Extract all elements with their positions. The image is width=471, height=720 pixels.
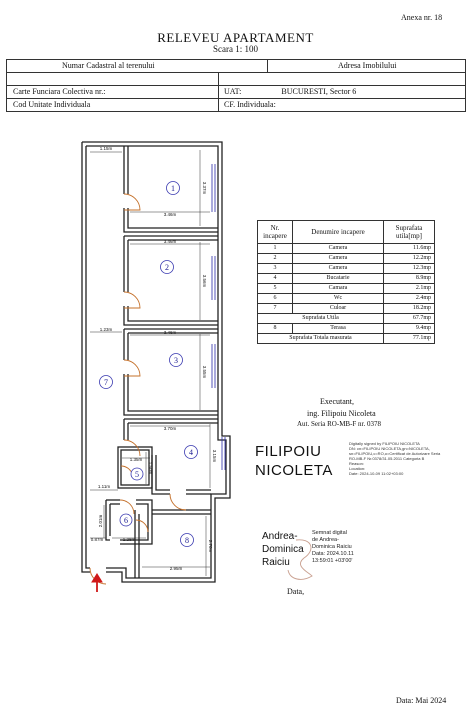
signature-filipoiu [255, 440, 460, 482]
door-room8 [136, 520, 148, 532]
table-row [258, 284, 435, 294]
signature-detail: Data: 2024.10.11 [312, 551, 354, 557]
signature-details [312, 530, 392, 565]
cell-name: Camara [293, 284, 384, 294]
room7-number: 7 [104, 378, 108, 387]
signature-line2: NICOLETA [255, 462, 333, 479]
outer-wall [86, 146, 90, 568]
uat-label: UAT: BUCURESTI, Sector 6 [224, 87, 357, 96]
annex-number: Anexa nr. 18 [401, 13, 443, 22]
util-value: 67.7mp [384, 314, 435, 324]
window-room2 [212, 256, 215, 300]
dim-label: 1.50m [148, 461, 153, 475]
room1-number: 1 [171, 184, 175, 193]
dim-label: 2.70m [208, 539, 213, 553]
cf-individuala-label: CF. Individuala: [224, 100, 276, 109]
signature-detail: sn=FILIPOIU,c=RO,o=Certificat de Autorizare Seria [349, 451, 441, 456]
dim-label: 3.46m [163, 330, 177, 335]
signature-detail: 13:59:01 +03'00' [312, 558, 353, 564]
cell-area: 12.2mp [384, 254, 435, 264]
window-room3 [212, 344, 215, 388]
dim-label: 3.46m [163, 212, 177, 217]
cell-area: 8.9mp [384, 274, 435, 284]
cell-area: 2.4mp [384, 294, 435, 304]
signature-raiciu [262, 528, 392, 584]
cell-name: Bucatarie [293, 274, 384, 284]
signature-detail: Dominica Raiciu [312, 544, 352, 550]
dim-label: 2.01m [98, 514, 103, 528]
signature-name [262, 530, 304, 569]
room3-number: 3 [174, 356, 178, 365]
table-row [258, 244, 435, 254]
header-area: Suprafata utila[mp] [384, 221, 435, 244]
dim-label: 3.37m [202, 181, 207, 195]
room5-number: 5 [135, 470, 139, 479]
door-room6 [120, 500, 134, 514]
date-footer: Data: Mai 2024 [396, 696, 447, 705]
dim-label: 1.35m [129, 457, 143, 462]
cell-area: 11.6mp [384, 244, 435, 254]
table-row [258, 264, 435, 274]
room2-number: 2 [165, 263, 169, 272]
header-name: Denumire incapere [293, 221, 384, 244]
executant-name: ing. Filipoiu Nicoleta [307, 409, 376, 418]
scale-label: Scara 1: 100 [213, 44, 258, 54]
outer-wall [106, 572, 135, 582]
cell-name: Culoar [293, 304, 384, 314]
cell-nr: 4 [258, 274, 293, 284]
cell-name: Wc [293, 294, 384, 304]
cell-nr: 6 [258, 294, 293, 304]
table-row [258, 274, 435, 284]
door-kitchen [170, 494, 186, 510]
address-label: Adresa Imobilului [338, 61, 397, 70]
signature-line2: Dominica [262, 544, 304, 555]
signature-detail: Semnat digital [312, 530, 347, 536]
room6-number: 6 [124, 516, 128, 525]
room4-wall [152, 455, 170, 494]
cell-nr: 8 [258, 324, 293, 334]
table-row [258, 294, 435, 304]
executant-authorization: Aut. Seria RO-MB-F nr. 0378 [297, 420, 381, 428]
room1-wall [128, 208, 218, 228]
outer-wall [86, 146, 226, 578]
signature-detail: Reason: [349, 461, 364, 466]
window-room4 [222, 437, 225, 470]
signature-details [349, 441, 459, 476]
door-room2 [124, 292, 140, 308]
terrace-row [258, 324, 435, 334]
util-row [258, 314, 435, 324]
dim-label: 3.15m [212, 449, 217, 463]
window-room1 [212, 164, 215, 212]
cell-area: 18.2mp [384, 304, 435, 314]
dim-label: 3.56m [202, 274, 207, 288]
cell-area: 12.3mp [384, 264, 435, 274]
room2-wall [128, 306, 218, 321]
data-label: Data, [287, 587, 305, 596]
cadastral-label: Numar Cadastral al terenului [7, 60, 268, 72]
cell-nr: 5 [258, 284, 293, 294]
dim-label: 1.15m [99, 146, 113, 151]
executant-label: Executant, [320, 397, 354, 406]
cell-area: 9.4mp [384, 324, 435, 334]
door-room3 [124, 360, 140, 376]
table-row [258, 304, 435, 314]
rooms-table [257, 220, 435, 344]
cell-name: Camera [293, 244, 384, 254]
door-room4 [124, 440, 140, 456]
door-room1 [124, 194, 140, 210]
signature-detail: RO-MB-F Nr.0378/31.05.2011 Categoria B [349, 456, 425, 461]
total-value: 77.1mp [384, 334, 435, 344]
util-label: Suprafata Utila [258, 314, 384, 324]
cell-area: 2.1mp [384, 284, 435, 294]
signature-line1: Andrea- [262, 531, 298, 542]
table-row [258, 254, 435, 264]
cell-nr: 3 [258, 264, 293, 274]
signature-detail: Location: [349, 466, 366, 471]
signature-line1: FILIPOIU [255, 443, 322, 460]
cell-nr: 1 [258, 244, 293, 254]
rooms-table-header [258, 221, 435, 244]
dim-label: 1.23m [99, 327, 113, 332]
room3-wall [124, 374, 218, 415]
dim-label: 1.28m [122, 537, 136, 542]
signature-name [255, 442, 333, 480]
signature-detail: de Andrea- [312, 537, 339, 543]
room4-number: 4 [189, 448, 193, 457]
dim-label: 3.46m [163, 239, 177, 244]
signature-detail: Digitally signed by FILIPOIU NICOLETA [349, 441, 420, 446]
cell-nr: 7 [258, 304, 293, 314]
dim-label: 1.11m [97, 484, 111, 489]
signature-line3: Raiciu [262, 557, 290, 568]
dim-label: 0.87m [90, 537, 104, 542]
signature-detail: DN: cn=FILIPOIU NICOLETA,gn=NICOLETA, [349, 446, 430, 451]
room8-number: 8 [185, 536, 189, 545]
cell-nr: 2 [258, 254, 293, 264]
dim-label: 3.70m [163, 426, 177, 431]
signature-detail: Date: 2024-10-09 11:02+03:00 [349, 471, 404, 476]
cod-unitate-label: Cod Unitate Individuala [7, 99, 219, 111]
dim-label: 3.55m [202, 365, 207, 379]
room4-wall [156, 455, 170, 490]
room2-wall [124, 306, 218, 325]
cell-name: Camera [293, 254, 384, 264]
total-label: Suprafata Totala masurata [258, 334, 384, 344]
total-row [258, 334, 435, 344]
header-nr: Nr. incapere [258, 221, 293, 244]
dim-label: 2.95m [169, 566, 183, 571]
cell-name: Terasa [293, 324, 384, 334]
room3-wall [128, 374, 218, 411]
room5-wall [118, 447, 152, 488]
carte-funciara-label: Carte Funciara Colectiva nr.: [7, 86, 219, 98]
document-title: RELEVEU APARTAMENT [157, 30, 314, 45]
cell-name: Camera [293, 264, 384, 274]
